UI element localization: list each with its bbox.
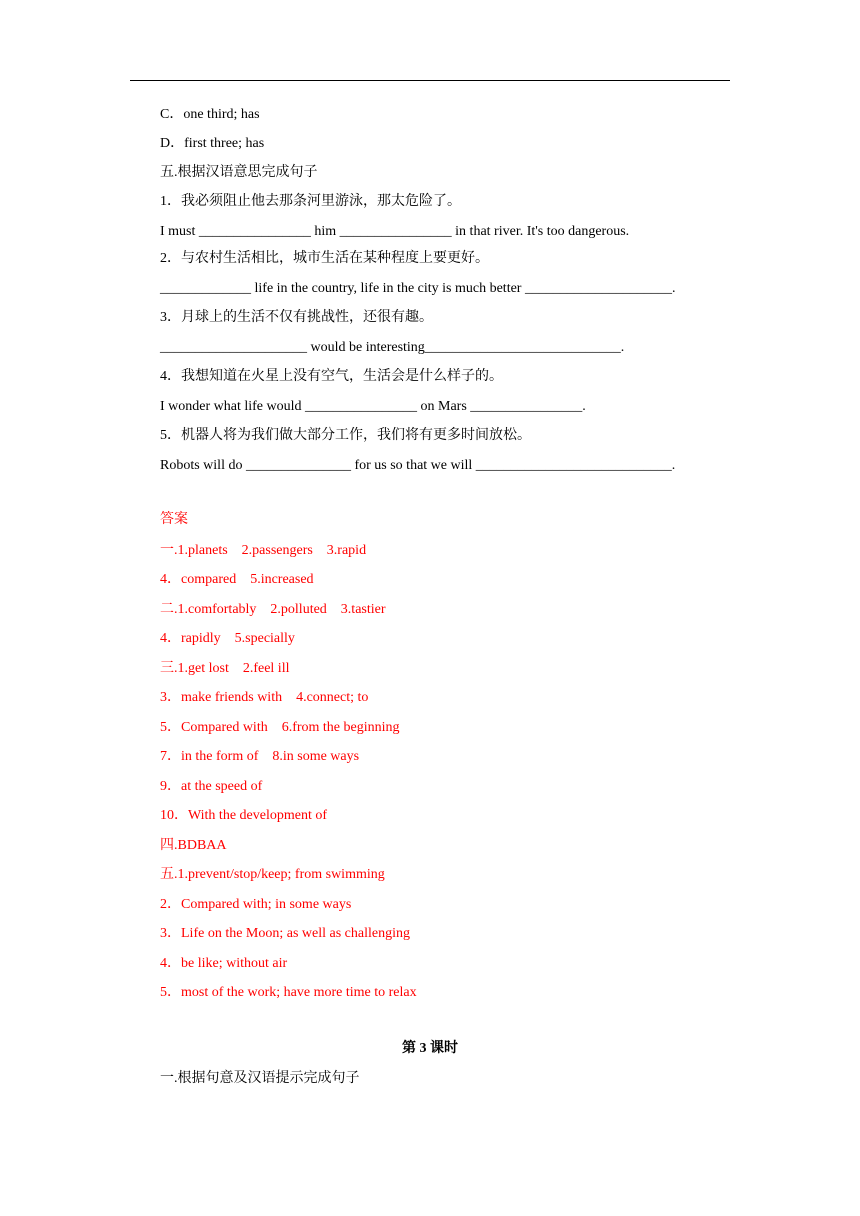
- answer-line: 2．Compared with; in some ways: [160, 897, 352, 912]
- answer-line: 四.BDBAA: [160, 838, 227, 853]
- lesson-title: 第 3 课时: [402, 1041, 458, 1056]
- answer-line: 二.1.comfortably 2.polluted 3.tastier: [160, 602, 386, 617]
- section-heading: 一.根据句意及汉语提示完成句子: [160, 1071, 360, 1086]
- answer-line: 5．most of the work; have more time to relax: [160, 985, 417, 1000]
- option-c: C．one third; has: [160, 107, 260, 122]
- question-zh: 5．机器人将为我们做大部分工作，我们将有更多时间放松。: [160, 428, 531, 443]
- question-zh: 1．我必须阻止他去那条河里游泳，那太危险了。: [160, 194, 461, 209]
- question-en: Robots will do _______________ for us so that we will ____________________________.: [160, 458, 676, 473]
- answer-line: 5．Compared with 6.from the beginning: [160, 720, 400, 735]
- question-en: _____________________ would be interesting____________________________.: [160, 340, 625, 355]
- option-d: D．first three; has: [160, 136, 265, 151]
- header-rule: [130, 80, 730, 81]
- answer-line: 4．be like; without air: [160, 956, 288, 971]
- answer-line: 3．make friends with 4.connect; to: [160, 690, 369, 705]
- question-zh: 3．月球上的生活不仅有挑战性，还很有趣。: [160, 310, 433, 325]
- answer-line: 4．rapidly 5.specially: [160, 631, 295, 646]
- question-zh: 2．与农村生活相比，城市生活在某种程度上要更好。: [160, 251, 489, 266]
- question-en: I must ________________ him ________________ in that river. It's too dangerous.: [160, 224, 630, 239]
- question-en: _____________ life in the country, life in the city is much better _____________________.: [160, 281, 676, 296]
- question-en: I wonder what life would ________________ on Mars ________________.: [160, 399, 586, 414]
- section-heading: 五.根据汉语意思完成句子: [160, 165, 318, 180]
- answer-line: 10．With the development of: [160, 808, 328, 823]
- answer-line: 4．compared 5.increased: [160, 572, 314, 587]
- answer-line: 9．at the speed of: [160, 779, 263, 794]
- answer-line: 三.1.get lost 2.feel ill: [160, 661, 290, 676]
- answer-line: 3．Life on the Moon; as well as challenging: [160, 926, 410, 941]
- answer-line: 7．in the form of 8.in some ways: [160, 749, 360, 764]
- answer-line: 一.1.planets 2.passengers 3.rapid: [160, 543, 367, 558]
- answer-line: 五.1.prevent/stop/keep; from swimming: [160, 867, 385, 882]
- question-zh: 4．我想知道在火星上没有空气，生活会是什么样子的。: [160, 369, 503, 384]
- answers-title: 答案: [160, 512, 188, 527]
